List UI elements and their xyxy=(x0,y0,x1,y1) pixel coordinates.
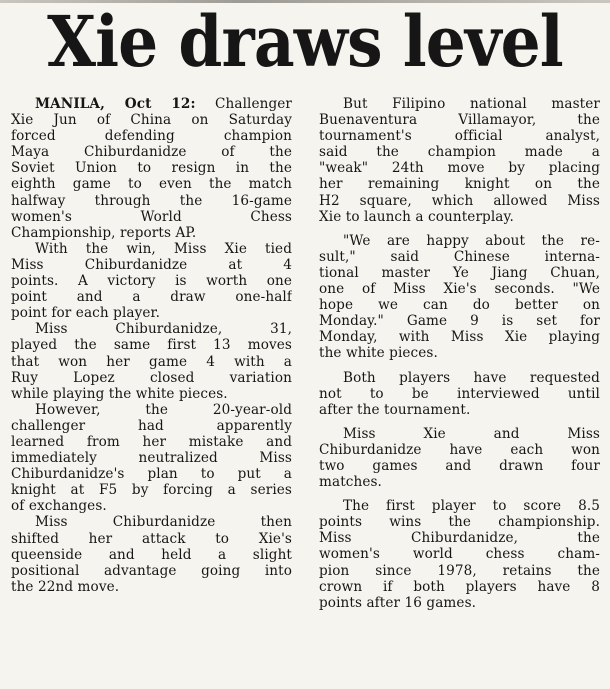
article-line: point and a draw one-half xyxy=(11,289,292,306)
article-line: after the tournament. xyxy=(319,401,471,418)
article-line: women's World Chess xyxy=(11,208,292,225)
article-paragraph-p10 xyxy=(319,498,600,611)
article-line: matches. xyxy=(319,474,382,491)
article-line: challenger had apparently xyxy=(11,417,292,434)
article-paragraph-p1 xyxy=(11,96,292,241)
article-line: immediately neutralized Miss xyxy=(11,450,292,467)
paragraph-gap xyxy=(319,362,600,370)
article-line: However, the 20-year-old xyxy=(35,401,292,418)
article-line: Miss Xie and Miss xyxy=(343,425,600,442)
article-line: the 22nd move. xyxy=(11,578,120,595)
article-line: not to be interviewed until xyxy=(319,385,600,402)
article-line: tournament's official analyst, xyxy=(319,128,600,145)
article-line: MANILA, Oct 12: Challenger xyxy=(35,96,292,112)
paragraph-gap xyxy=(319,490,600,498)
article-line: Miss Chiburdanidze, the xyxy=(319,530,600,547)
right-column xyxy=(319,96,600,611)
article-line: eighth game to even the match xyxy=(11,176,292,193)
article-paragraph-p2 xyxy=(11,241,292,321)
article-paragraph-p8 xyxy=(319,370,600,418)
article-line: hope we can do better on xyxy=(319,297,600,314)
article-line: Both players have requested xyxy=(343,369,600,386)
article-line: women's world chess cham- xyxy=(319,546,600,563)
article-line: forced defending champion xyxy=(11,128,292,145)
paragraph-gap xyxy=(319,225,600,233)
headline: Xie draws level xyxy=(47,0,563,83)
article-line: sult," said Chinese interna- xyxy=(319,248,600,265)
article-line: point for each player. xyxy=(11,305,161,322)
article-line: pion since 1978, retains the xyxy=(319,562,600,579)
article-line: points wins the championship. xyxy=(319,514,600,531)
article-paragraph-p3 xyxy=(11,321,292,401)
article-line: one of Miss Xie's seconds. "We xyxy=(319,281,600,298)
article-line: Xie Jun of China on Saturday xyxy=(11,112,292,129)
dateline: MANILA, Oct 12: xyxy=(35,96,196,112)
article-line: of exchanges. xyxy=(11,498,107,515)
article-line: learned from her mistake and xyxy=(11,433,292,450)
article-paragraph-p7 xyxy=(319,233,600,362)
article-line: Monday." Game 9 is set for xyxy=(319,313,600,330)
article-line: said the champion made a xyxy=(319,144,600,161)
article-line: Buenaventura Villamayor, the xyxy=(319,112,600,129)
article-line: positional advantage going into xyxy=(11,562,292,579)
article-line: But Filipino national master xyxy=(343,96,600,112)
article-line: the white pieces. xyxy=(319,345,438,362)
article-line: two games and drawn four xyxy=(319,457,600,474)
article-line: Soviet Union to resign in the xyxy=(11,160,292,177)
article-line: crown if both players have 8 xyxy=(319,578,600,595)
article-line: shifted her attack to Xie's xyxy=(11,530,292,547)
article-line: Ruy Lopez closed variation xyxy=(11,369,292,386)
paragraph-gap xyxy=(319,418,600,426)
article-line: while playing the white pieces. xyxy=(11,385,228,402)
article-line: Miss Chiburdanidze at 4 xyxy=(11,256,292,273)
article-line: Miss Chiburdanidze then xyxy=(35,514,292,531)
article-line: queenside and held a slight xyxy=(11,546,292,563)
article-line: Chiburdanidze's plan to put a xyxy=(11,466,292,483)
article-line: points after 16 games. xyxy=(319,594,477,611)
article-line: halfway through the 16-game xyxy=(11,192,292,209)
article-line: tional master Ye Jiang Chuan, xyxy=(319,264,600,281)
article-paragraph-p4 xyxy=(11,402,292,515)
article-line: "We are happy about the re- xyxy=(343,232,600,249)
article-line: Maya Chiburdanidze of the xyxy=(11,144,292,161)
article-line: knight at F5 by forcing a series xyxy=(11,482,292,499)
article-line: Chiburdanidze have each won xyxy=(319,441,600,458)
article-line: H2 square, which allowed Miss xyxy=(319,192,600,209)
article-line: her remaining knight on the xyxy=(319,176,600,193)
left-column xyxy=(11,96,292,595)
article-line: The first player to score 8.5 xyxy=(343,498,600,515)
article-line: played the same first 13 moves xyxy=(11,337,292,354)
article-line: Monday, with Miss Xie playing xyxy=(319,329,600,346)
article-line: Miss Chiburdanidze, 31, xyxy=(35,321,292,338)
article-paragraph-p5 xyxy=(11,514,292,594)
article-line: Xie to launch a counterplay. xyxy=(319,208,514,225)
article-paragraph-p9 xyxy=(319,426,600,490)
article-line: points. A victory is worth one xyxy=(11,273,292,290)
article-paragraph-p6 xyxy=(319,96,600,225)
article-line: With the win, Miss Xie tied xyxy=(35,240,292,257)
article-line: "weak" 24th move by placing xyxy=(319,160,600,177)
article-line: that won her game 4 with a xyxy=(11,353,292,370)
article-line: Championship, reports AP. xyxy=(11,224,197,241)
